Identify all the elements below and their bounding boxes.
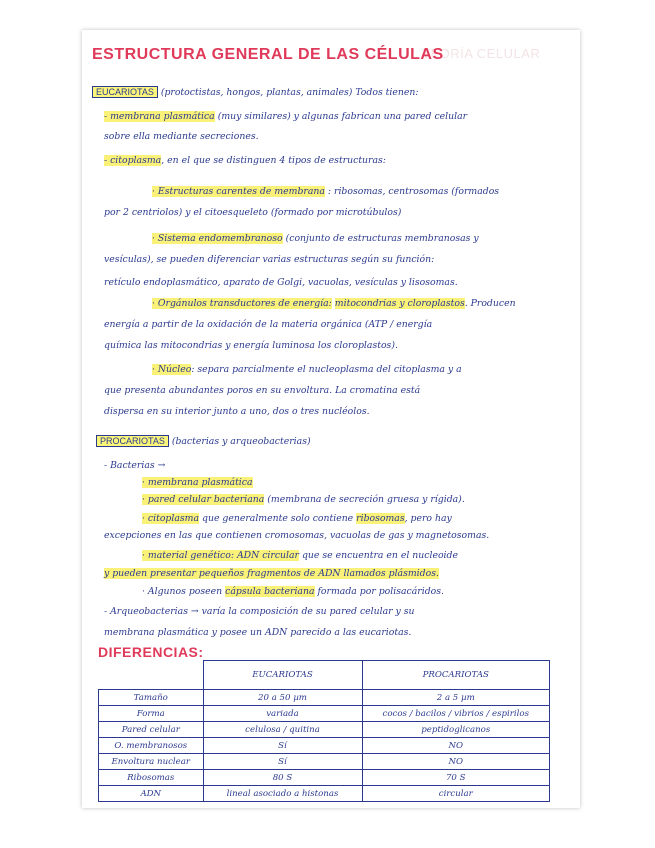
cell-eucariotas: celulosa / quitina: [203, 722, 362, 738]
organulos-examples: mitocondrias y cloroplastos: [334, 298, 465, 309]
nucleo-line-2: que presenta abundantes poros en su envoltura. La cromatina está: [104, 385, 421, 396]
page-title: ESTRUCTURA GENERAL DE LAS CÉLULAS: [92, 46, 444, 63]
p-pared-term: · pared celular bacteriana: [142, 494, 265, 505]
cell-procariotas: 2 a 5 µm: [362, 690, 550, 706]
procariotas-header: [96, 435, 580, 447]
citoplasma-text: , en el que se distinguen 4 tipos de estructuras:: [161, 155, 386, 166]
membrana-line-2: sobre ella mediante secreciones.: [104, 131, 259, 142]
cell-procariotas: NO: [362, 754, 550, 770]
endomembranoso-line-3: retículo endoplasmático, aparato de Golgi, vacuolas, vesículas y lisosomas.: [104, 277, 458, 288]
arqueo-line: - Arqueobacterias → varía la composición de su pared celular y su: [104, 606, 415, 617]
p-genetico-line: [142, 550, 580, 561]
table-header-cell: [99, 661, 204, 690]
p-genetico-term: · material genético: ADN circular: [142, 550, 299, 561]
cell-procariotas: cocos / bacilos / vibrios / espirilos: [362, 706, 550, 722]
table-row: [99, 690, 550, 706]
table-row: [99, 722, 550, 738]
p-capsula-text: · Algunos poseen: [142, 586, 223, 597]
p-capsula-text-2: formada por polisacáridos.: [317, 586, 444, 597]
cell-procariotas: peptidoglicanos: [362, 722, 550, 738]
eucariotas-intro: (protoctistas, hongos, plantas, animales) Todos tienen:: [160, 87, 419, 98]
estructuras-carentes-text: : ribosomas, centrosomas (formados: [327, 186, 500, 197]
table-row: [99, 738, 550, 754]
estructuras-carentes-line: [152, 186, 580, 197]
table-row: [99, 770, 550, 786]
diferencias-table: [98, 660, 550, 802]
table-header-cell: PROCARIOTAS: [362, 661, 550, 690]
nucleo-text: : separa parcialmente el nucleoplasma del citoplasma y a: [191, 364, 462, 375]
cell-procariotas: NO: [362, 738, 550, 754]
row-label: ADN: [99, 786, 204, 802]
bacterias-line: - Bacterias →: [104, 460, 166, 471]
eucariotas-header: [92, 86, 580, 98]
row-label: O. membranosos: [99, 738, 204, 754]
p-genetico-text: que se encuentra en el nucleoide: [301, 550, 458, 561]
organulos-line-3: química las mitocondrias y energía luminosa los cloroplastos).: [104, 340, 398, 351]
eucariotas-label: EUCARIOTAS: [92, 86, 158, 98]
citoplasma-line: [104, 155, 580, 166]
arqueo-line-2: membrana plasmática y posee un ADN parecido a las eucariotas.: [104, 627, 412, 638]
membrana-text: (muy similares) y algunas fabrican una pared celular: [217, 111, 468, 122]
citoplasma-term: - citoplasma: [104, 155, 162, 166]
cell-eucariotas: Sí: [203, 738, 362, 754]
p-membrana-term: · membrana plasmática: [142, 477, 253, 488]
p-capsula-line: [142, 586, 580, 597]
nucleo-line-3: dispersa en su interior junto a uno, dos o tres nucléolos.: [104, 406, 370, 417]
row-label: Forma: [99, 706, 204, 722]
p-citoplasma-text: que generalmente solo contiene: [202, 513, 354, 524]
membrana-term: - membrana plasmática: [104, 111, 215, 122]
nucleo-term: · Núcleo: [152, 364, 192, 375]
table-row: [99, 706, 550, 722]
cell-eucariotas: Sí: [203, 754, 362, 770]
organulos-text: . Producen: [464, 298, 516, 309]
endomembranoso-line: [152, 233, 580, 244]
p-pared-line: [142, 494, 580, 505]
row-label: Ribosomas: [99, 770, 204, 786]
row-label: Envoltura nuclear: [99, 754, 204, 770]
p-citoplasma-line-2: excepciones en las que contienen cromosomas, vacuolas de gas y magnetosomas.: [104, 530, 490, 541]
procariotas-label: PROCARIOTAS: [96, 435, 169, 447]
cell-eucariotas: variada: [203, 706, 362, 722]
cell-procariotas: circular: [362, 786, 550, 802]
cell-eucariotas: 20 a 50 µm: [203, 690, 362, 706]
p-pared-text: (membrana de secreción gruesa y rígida).: [267, 494, 465, 505]
p-citoplasma-line: [142, 513, 580, 524]
cell-procariotas: 70 S: [362, 770, 550, 786]
table-row: [99, 754, 550, 770]
p-membrana-line: [142, 477, 580, 488]
p-genetico-line-2: [104, 568, 580, 579]
p-genetico-text-2: y pueden presentar pequeños fragmentos de ADN llamados plásmidos.: [104, 568, 439, 579]
cell-eucariotas: 80 S: [203, 770, 362, 786]
estructuras-carentes-term: · Estructuras carentes de membrana: [152, 186, 325, 197]
endomembranoso-line-2: vesículas), se pueden diferenciar varias estructuras según su función:: [104, 254, 435, 265]
row-label: Pared celular: [99, 722, 204, 738]
organulos-term: · Orgánulos transductores de energía:: [152, 298, 332, 309]
organulos-line-2: energía a partir de la oxidación de la materia orgánica (ATP / energía: [104, 319, 433, 330]
p-citoplasma-text-2: , pero hay: [404, 513, 452, 524]
endomembranoso-text: (conjunto de estructuras membranosas y: [285, 233, 479, 244]
cell-eucariotas: lineal asociado a histonas: [203, 786, 362, 802]
p-ribosomas-term: ribosomas: [356, 513, 405, 524]
organulos-line: [152, 298, 580, 309]
membrana-line: [104, 111, 580, 122]
procariotas-intro: (bacterias y arqueobacterias): [171, 436, 311, 447]
p-citoplasma-term: · citoplasma: [142, 513, 200, 524]
endomembranoso-term: · Sistema endomembranoso: [152, 233, 283, 244]
estructuras-carentes-line-2: por 2 centriolos) y el citoesqueleto (formado por microtúbulos): [104, 207, 402, 218]
ghost-text: TEORÍA CELULAR: [422, 46, 541, 61]
table-header-cell: EUCARIOTAS: [203, 661, 362, 690]
diferencias-title: DIFERENCIAS:: [98, 644, 204, 660]
nucleo-line: [152, 364, 580, 375]
p-capsula-term: cápsula bacteriana: [225, 586, 315, 597]
table-row: [99, 786, 550, 802]
row-label: Tamaño: [99, 690, 204, 706]
table-header-row: [99, 661, 550, 690]
notebook-page: [82, 30, 580, 808]
